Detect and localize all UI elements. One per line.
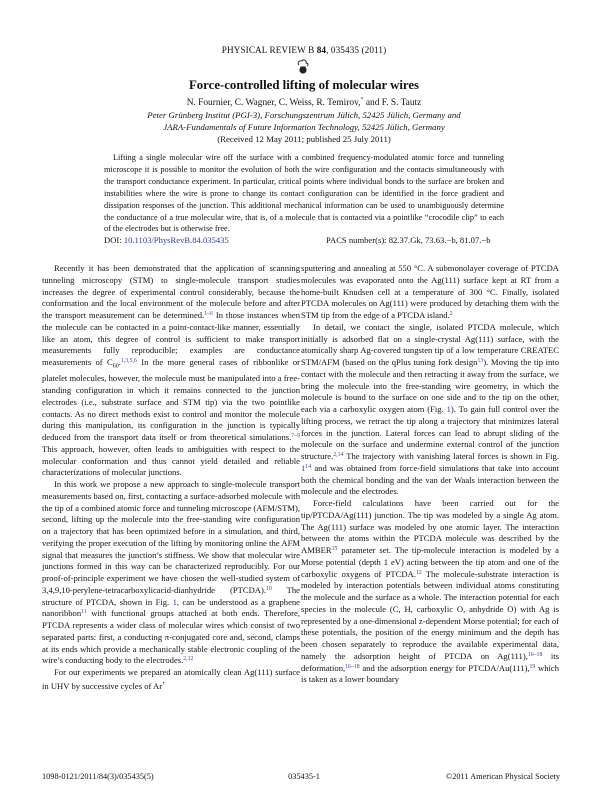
text: and the adsorption energy for PTCDA/Au(111), bbox=[359, 662, 530, 673]
text: with functional groups attached at both ends. Therefore, PTCDA represents a wider class of molecular wires which consist of two separated parts: first, a conducting π-conjugated core and, second, clamps at its ends which provide a mechanically stable electronic coupling of the wire’s conducting body to the electrodes. bbox=[42, 608, 300, 666]
text: In this work we propose a new approach to single-molecule transport measurements based on, first, contacting a surface-adsorbed molecule with the tip of a combined atomic force and tunneling microscope (AFM/STM), second, lifting up the molecule into the free-standing wire configuration on a trajectory that has been optimized before in a simulation, and third, verifying the proper execution of the lifting by monitoring online the AFM signal that measures the junction’s stiffness. We show that molecular wire junctions formed in this way can be characterized reproducibly. For our proof-of-principle experiment we have chosen the well-studied system of 3,4,9,10-perylene-tetracarboxylicacid-dianhydride (PTCDA). bbox=[42, 479, 300, 595]
doi-label: DOI: bbox=[104, 235, 124, 245]
citation-link[interactable]: 19 bbox=[529, 663, 536, 670]
text: The structure of PTCDA, shown in Fig. bbox=[42, 584, 300, 607]
subscript: 60 bbox=[112, 363, 119, 370]
doi bbox=[104, 235, 229, 245]
text: The trajectory with vanishing lateral forces is shown in Fig. bbox=[343, 451, 559, 461]
journal-volume: 84 bbox=[316, 45, 327, 55]
paragraph bbox=[42, 479, 300, 667]
citation-link[interactable]: 12 bbox=[415, 569, 422, 576]
body-column-left bbox=[42, 263, 300, 693]
citation-link[interactable]: 16–18 bbox=[527, 651, 543, 658]
pacs-numbers: PACS number(s): 82.37.Gk, 73.63.−b, 81.07.−b bbox=[326, 235, 491, 245]
figure-link[interactable]: 1 bbox=[446, 404, 451, 414]
citation-link[interactable]: 1,3,5,6 bbox=[120, 358, 137, 364]
citation-link[interactable]: 14 bbox=[305, 463, 312, 470]
paragraph bbox=[301, 263, 559, 322]
received-date: (Received 12 May 2011; published 25 July 2011) bbox=[217, 134, 391, 144]
citation-link[interactable]: 10 bbox=[266, 585, 272, 592]
citation-link[interactable]: 15 bbox=[331, 546, 338, 552]
figure-link[interactable]: 1 bbox=[301, 462, 306, 473]
text: and was obtained from force-field simulations that take into account both the chemical bonding and the van der Waals interaction between the molecule and the electrodes. bbox=[301, 462, 559, 497]
body-column-right bbox=[301, 263, 559, 686]
corresponding-author-mark[interactable]: * bbox=[360, 97, 364, 103]
text: ). To gain full control over the lifting process, we retract the tip along a trajectory that minimizes lateral forces in the junction. Lateral forces can lead to abrupt sliding of the molecule on the surface and undermine external control of the junction structure. bbox=[301, 404, 559, 461]
paragraph bbox=[42, 667, 300, 692]
text: , can be understood as a graphene nanoribbon bbox=[42, 596, 300, 619]
paragraph bbox=[301, 322, 559, 498]
text: For our experiments we prepared an atomically clean Ag(111) surface in UHV by successive cycles of Ar bbox=[42, 667, 300, 691]
text: which is taken as a lower boundary bbox=[301, 662, 560, 685]
abstract: Lifting a single molecular wire off the surface with a combined frequency-modulated atomic force and tunneling microscope it is possible to monitor the evolution of both the wire configuration and the contacts simultaneously with the transport conductance experiment. In particular, critical points where individual bonds to the surface are broken and instabilities where the wire is prone to change its contact configuration can be identified in the force gradient and dissipation responses of the junction. This additional mechanical information can be used to unambiguously determine the conductance of a true molecular wire, that is, of a molecule that is contacted via a pointlike “crocodile clip” to each of the electrodes but is otherwise free. bbox=[104, 153, 504, 234]
authors-text-end: and F. S. Tautz bbox=[363, 98, 422, 109]
text: In those instances when the molecule can be contacted in a point-contact-like manner, essentially like an atom, this degree of control is sufficient to make transport measurements fully reproducible; examples are conductance measurements of C bbox=[42, 310, 300, 367]
text: In detail, we contact the single, isolated PTCDA molecule, which initially is adsorbed flat on a single-crystal Ag(111) surface, with the atomically sharp Ag-covered tungsten tip of a low temperature CREATEC STM/AFM (based on the qPlus tuning fork design bbox=[301, 321, 559, 367]
text: sputtering and annealing at 550 °C. A submonolayer coverage of PTCDA molecules was evaporated onto the Ag(111) surface kept at RT from a home-built Knudsen cell at a temperature of 300 °C. Finally, isolated PTCDA molecules on Ag(111) were produced by detaching them with the STM tip from the edge of a PTCDA island. bbox=[301, 263, 559, 320]
citation-link[interactable]: 16–18 bbox=[345, 663, 360, 670]
author-list bbox=[0, 97, 608, 108]
text: . bbox=[118, 357, 121, 367]
affiliation-2: JARA-Fundamentals of Future Information Technology, 52425 Jülich, Germany bbox=[163, 122, 445, 132]
superscript: + bbox=[162, 680, 166, 687]
text: its deformation, bbox=[301, 650, 559, 673]
footer-issn: 1098-0121/2011/84(3)/035435(5) bbox=[42, 772, 154, 781]
footer-copyright: ©2011 American Physical Society bbox=[445, 772, 560, 781]
text: Force-field calculations have been carried out for the tip/PTCDA/Ag(111) junction. The tip was modeled by a single Ag atom. The Ag(111) surface was modeled by one atomic layer. The interaction between the atoms within the PTCDA molecule was described by the AMBER bbox=[301, 498, 559, 555]
citation-link[interactable]: 7–9 bbox=[291, 433, 300, 440]
citation-link[interactable]: 2,12 bbox=[183, 656, 194, 663]
citation-link[interactable]: 2 bbox=[449, 311, 453, 317]
citation-link[interactable]: 11 bbox=[81, 609, 87, 616]
text: ). Moving the tip into contact with the molecule and then retracting it away from the surface, we bring the molecule into the free-standing wire geometry, in which the molecule is bound to the surface on one side and to the tip on the other, each via a carboxylic oxygen atom (Fig. bbox=[301, 357, 559, 414]
paragraph bbox=[301, 498, 559, 686]
citation-link[interactable]: 1–6 bbox=[204, 311, 213, 317]
article-title: Force-controlled lifting of molecular wires bbox=[188, 78, 420, 92]
text: This approach, however, often leads to ambiguities with respect to the molecular conformation and thus cannot yield detailed and reliable characterizations of molecular junctions. bbox=[42, 443, 300, 478]
text: The molecule-substrate interaction is modeled by interaction potentials between individual atoms constituting the molecule and the surface as a whole. The interaction potential for each species in the molecule (C, H, carboxylic O, anhydride O) with Ag is represented by a one-dimensional z-dependent Morse potential; for each of these potentials, the position of the energy minimum and the depth has been chosen separately to reproduce the available experimental data, namely the adsorption height of PTCDA on Ag(111), bbox=[301, 568, 560, 661]
figure-link[interactable]: 1 bbox=[172, 596, 177, 607]
citation-link[interactable]: 13 bbox=[477, 358, 484, 364]
paragraph bbox=[42, 263, 300, 479]
text: In the more general cases of ribbonlike or platelet molecules, however, the molecule must be manipulated into a free-standing configuration in which it remains connected to the junction electrodes (i.e., substrate surface and STM tip) via the two pointlike contacts. As no direct methods exist to control and monitor the molecule during this manipulation, its configuration in the junction is typically deduced from the transport data itself or from theoretical simulations. bbox=[42, 357, 300, 443]
crossmark-icon[interactable] bbox=[296, 59, 310, 75]
journal-name: PHYSICAL REVIEW B bbox=[221, 45, 315, 55]
affiliation-1: Peter Grünberg Institut (PGI-3), Forschungszentrum Jülich, 52425 Jülich, Germany and bbox=[147, 110, 461, 120]
journal-header bbox=[0, 45, 608, 55]
doi-link[interactable]: 10.1103/PhysRevB.84.035435 bbox=[123, 235, 229, 245]
text: Recently it has been demonstrated that the application of scanning tunneling microscopy (STM) to single-molecule transport studies increases the degree of experimental control considerably, because the conformation and the local environment of the molecule before and after the transport measurement can be determined. bbox=[42, 263, 300, 320]
text: parameter set. The tip-molecule interaction is modeled by a Morse potential (depth 1 eV) acting between the tip atom and one of the carboxylic oxygens of PTCDA. bbox=[301, 545, 559, 579]
citation-link[interactable]: 2,14 bbox=[333, 452, 344, 458]
authors-text: N. Fournier, C. Wagner, C. Weiss, R. Temirov, bbox=[186, 98, 361, 109]
footer-page-number: 035435-1 bbox=[288, 772, 320, 781]
article-info: , 035435 (2011) bbox=[326, 45, 387, 55]
